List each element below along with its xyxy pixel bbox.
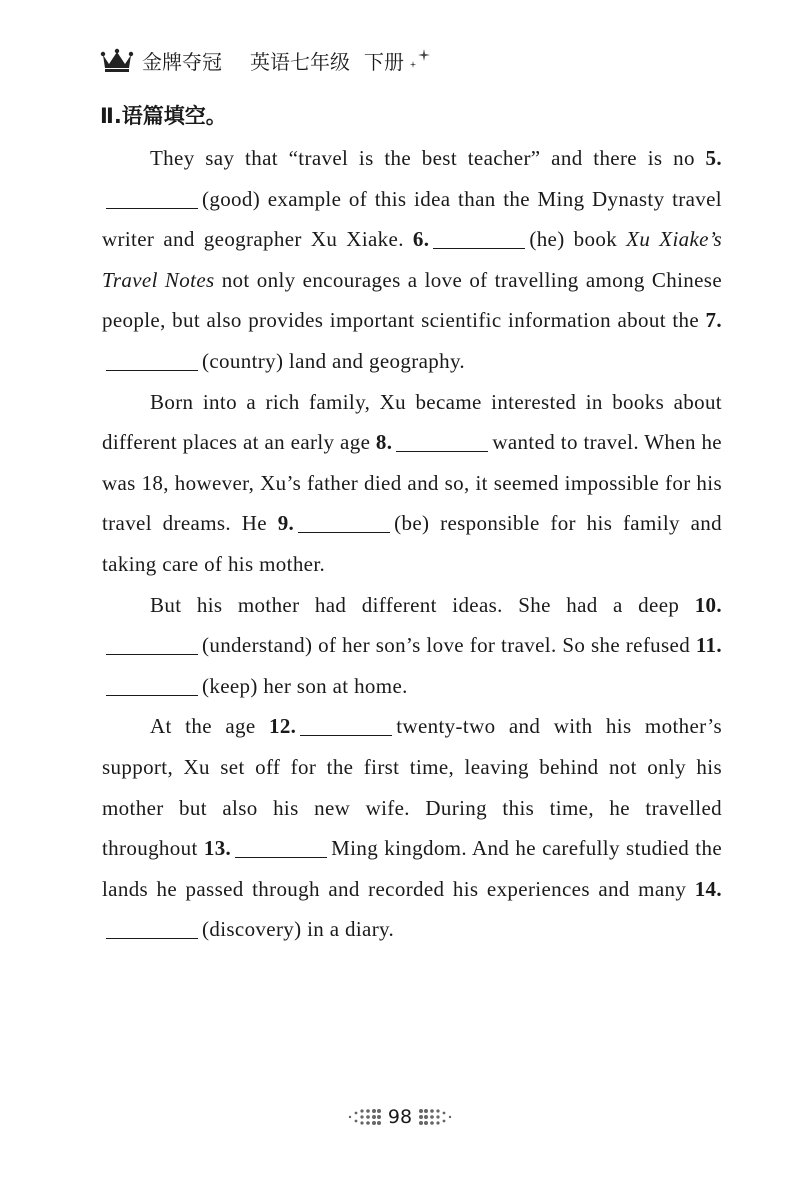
passage-text: (be) responsible for his family and taking care of his mother. [102, 511, 723, 576]
passage-text: (discovery) in a diary. [202, 917, 395, 942]
passage-text: Born into a rich family, Xu became interested in books about different places at an early age [102, 389, 722, 455]
paragraph-2 [102, 382, 722, 585]
answer-blank-10[interactable] [106, 633, 198, 655]
crown-icon [100, 47, 134, 73]
volume-label: 下册 [364, 49, 404, 74]
answer-blank-13[interactable] [235, 836, 327, 858]
subject-grade: 英语七年级 [250, 49, 350, 74]
passage-text: (he) book [529, 227, 627, 252]
question-number-7: 7. [705, 308, 722, 333]
section-title: Ⅱ.语篇填空。 [100, 104, 227, 128]
dot-pattern-left-icon [346, 1107, 382, 1127]
answer-blank-9[interactable] [298, 511, 390, 533]
passage-text: (country) land and geography. [202, 348, 466, 373]
page-number: 98 [387, 1106, 413, 1128]
question-number-5: 5. [705, 146, 722, 170]
passage-text: not only encourages a love of travelling among Chinese people, but also provides important scientific information about the [102, 267, 722, 333]
passage-text: wanted to travel. When he was 18, however, Xu’s father died and so, it seemed impossible for his travel dreams. He [102, 430, 722, 536]
answer-blank-14[interactable] [106, 917, 198, 939]
passage-text: But his mother had different ideas. She had a deep [150, 592, 695, 617]
passage-text: At the age [150, 714, 269, 739]
answer-blank-7[interactable] [106, 349, 198, 371]
paragraph-1 [102, 138, 722, 382]
answer-blank-12[interactable] [300, 714, 392, 736]
paragraph-3 [102, 585, 722, 707]
passage-text: twenty-two and with his mother’s support, Xu set off for the first time, leaving behind not only his mother but also his new wife. During this time, he travelled throughout [102, 714, 722, 861]
passage [102, 138, 722, 950]
page-header [100, 40, 432, 80]
passage-text: (good) example of this idea than the Ming Dynasty travel writer and geographer Xu Xiake. [102, 186, 722, 252]
book-title: Xu Xiake’s Travel Notes [102, 227, 723, 292]
question-number-10: 10. [694, 592, 722, 617]
question-number-9: 9. [277, 511, 295, 536]
paragraph-4 [102, 706, 722, 950]
passage-text: (keep) her son at home. [202, 673, 408, 698]
passage-text: Ming kingdom. And he carefully studied the lands he passed through and recorded his experiences and many [102, 836, 722, 901]
answer-blank-6[interactable] [433, 227, 525, 249]
page-footer [0, 1106, 800, 1128]
question-number-8: 8. [375, 430, 393, 455]
question-number-13: 13. [203, 836, 232, 861]
sparkle-icon [406, 47, 432, 73]
question-number-14: 14. [694, 876, 722, 901]
question-number-11: 11. [695, 633, 722, 658]
answer-blank-5[interactable] [106, 187, 198, 209]
answer-blank-11[interactable] [106, 674, 198, 696]
brand-name: 金牌夺冠 [142, 49, 222, 74]
question-number-12: 12. [268, 714, 297, 739]
passage-text: (understand) of her son’s love for travel. So she refused [202, 633, 696, 658]
dot-pattern-right-icon [418, 1107, 454, 1127]
passage-text: They say that “travel is the best teacher” and there is no [150, 146, 706, 170]
question-number-6: 6. [412, 227, 430, 252]
answer-blank-8[interactable] [396, 430, 488, 452]
